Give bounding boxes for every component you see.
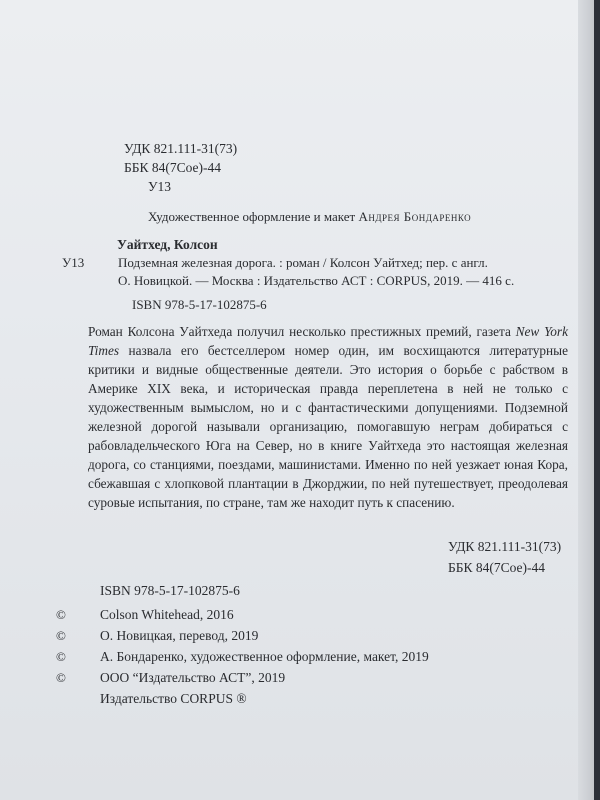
design-credit	[148, 208, 471, 226]
bleed-through-text	[300, 42, 560, 102]
bibliographic-description	[118, 254, 558, 290]
biblio-line-2: О. Новицкой. — Москва : Издательство АСТ : CORPUS, 2019. — 416 с.	[118, 273, 515, 288]
copyright-icon: ©	[56, 628, 66, 643]
copyright-line	[56, 646, 429, 667]
copyright-icon: ©	[56, 670, 66, 685]
isbn-record: ISBN 978-5-17-102875-6	[132, 297, 267, 312]
design-credit-prefix: Художественное оформление и макет	[148, 209, 359, 224]
classification-codes-bottom	[448, 536, 561, 578]
designer-name: Андрея Бондаренко	[358, 209, 472, 224]
spine-shadow	[594, 0, 600, 800]
copyright-line	[56, 667, 429, 688]
classification-codes	[124, 140, 237, 197]
author-mark: У13	[148, 179, 172, 194]
copyright-text: О. Новицкая, перевод, 2019	[100, 628, 259, 643]
isbn-bottom: ISBN 978-5-17-102875-6	[100, 583, 240, 598]
bbk-code-bottom: ББК 84(7Сое)-44	[448, 560, 546, 575]
annotation-newspaper: New York Times	[88, 324, 568, 358]
author-heading: Уайтхед, Колсон	[117, 237, 218, 252]
record-author-mark: У13	[62, 255, 85, 270]
biblio-line-1: Подземная железная дорога. : роман / Колсон Уайтхед; пер. с англ.	[118, 255, 488, 270]
annotation	[88, 322, 568, 512]
udk-code: УДК 821.111-31(73)	[124, 141, 238, 156]
copyright-icon: ©	[56, 649, 66, 664]
annotation-part-2: назвала его бестселлером номер один, им восхищаются литературные критики и видные общественные деятели. Это история о борьбе с рабством в Америке XIX века, и историческая правда переплетена в ней не только с художественным вымыслом, но и с фантастическими допущениями. Подземной железной дорогой называли организацию, помогавшую неграм добираться с рабовладельческого Юга на Север, но в книге Уайтхеда это настоящая железная дорога, со станциями, поездами, машинистами. Именно по ней уезжает юная Кора, сбежавшая с хлопковой плантации в Джорджии, по ней путешествует, преодолевая суровые испытания, по стране, там же находит путь к спасению.	[88, 343, 568, 510]
copyright-block	[56, 604, 429, 709]
copyright-line	[56, 625, 429, 646]
copyright-text: А. Бондаренко, художественное оформление, макет, 2019	[100, 649, 429, 664]
bbk-code: ББК 84(7Сое)-44	[124, 160, 222, 175]
copyright-line	[56, 604, 429, 625]
copyright-text: Colson Whitehead, 2016	[100, 607, 234, 622]
udk-code-bottom: УДК 821.111-31(73)	[448, 539, 562, 554]
annotation-part-1: Роман Колсона Уайтхеда получил несколько престижных премий, газета	[88, 324, 516, 339]
copyright-icon: ©	[56, 607, 66, 622]
corpus-imprint: Издательство CORPUS ®	[100, 691, 247, 706]
copyright-text: ООО “Издательство АСТ”, 2019	[100, 670, 286, 685]
